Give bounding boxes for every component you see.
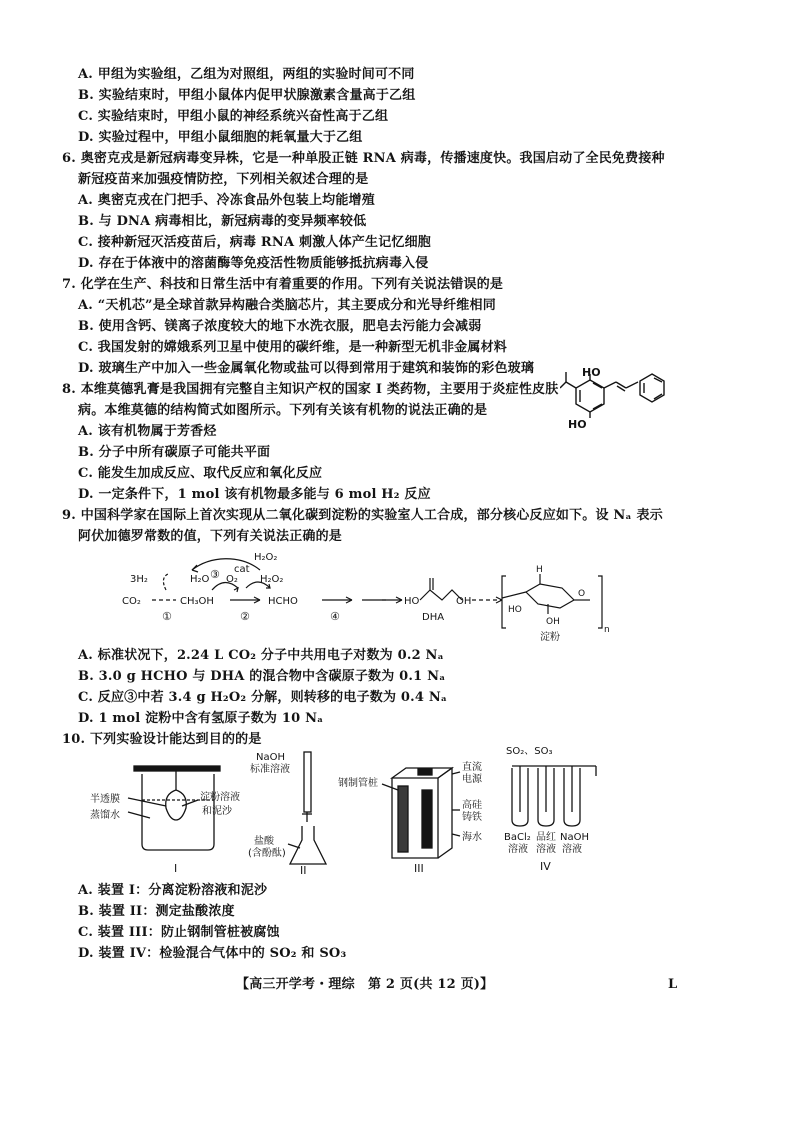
scheme-step2: ② xyxy=(240,610,250,623)
scheme-hcho: HCHO xyxy=(268,596,298,607)
starch-oh: OH xyxy=(546,617,560,627)
q6-option-b[interactable]: B. 与 DNA 病毒相比，新冠病毒的变异频率较低 xyxy=(78,214,367,229)
apparatus-3 xyxy=(338,760,500,876)
app1-solution: 淀粉溶液 xyxy=(200,792,240,803)
app4-gas: SO₂、SO₃ xyxy=(506,746,553,757)
app3-si: 高硅 xyxy=(462,800,482,811)
starch-h: H xyxy=(536,565,543,575)
q9-option-a[interactable]: A. 标准状况下，2.24 L CO₂ 分子中共用电子对数为 0.2 Nₐ xyxy=(78,648,444,663)
app4-t1a: BaCl₂ xyxy=(504,832,531,843)
app2-roman: II xyxy=(300,864,307,877)
q10-option-b[interactable]: B. 装置 II：测定盐酸浓度 xyxy=(78,904,235,919)
scheme-dha-label: DHA xyxy=(422,612,445,623)
starch-ho: HO xyxy=(508,605,522,615)
scheme-ch3oh: CH₃OH xyxy=(180,596,214,607)
q7-option-a[interactable]: A. “天机芯”是全球首款异构融合类脑芯片，其主要成分和光导纤维相同 xyxy=(78,298,496,313)
q8-option-a[interactable]: A. 该有机物属于芳香烃 xyxy=(78,424,217,439)
starch-ring xyxy=(526,584,574,608)
q8-option-b[interactable]: B. 分子中所有碳原子可能共平面 xyxy=(78,445,271,460)
scheme-step1: ① xyxy=(162,610,172,623)
scheme-step4: ④ xyxy=(330,610,340,623)
q7-option-c[interactable]: C. 我国发射的嫦娥系列卫星中使用的碳纤维，是一种新型无机非金属材料 xyxy=(78,340,507,355)
q5-option-a[interactable]: A. 甲组为实验组，乙组为对照组，两组的实验时间可不同 xyxy=(78,67,415,82)
scheme-co2: CO₂ xyxy=(122,596,141,607)
app1-sand: 和泥沙 xyxy=(202,806,232,817)
app2-ind: (含酚酞) xyxy=(248,848,286,859)
q9-stem-line1: 9. 中国科学家在国际上首次实现从二氧化碳到淀粉的实验室人工合成，部分核心反应如下。设 Nₐ 表示 xyxy=(62,508,663,523)
q10-option-d[interactable]: D. 装置 IV：检验混合气体中的 SO₂ 和 SO₃ xyxy=(78,946,347,961)
starch-label: 淀粉 xyxy=(540,632,560,643)
q6-stem-line1: 6. 奥密克戎是新冠病毒变异株，它是一种单股正链 RNA 病毒，传播速度快。我国启动了全民免费接种 xyxy=(62,151,665,166)
scheme-cat: cat xyxy=(234,564,250,575)
app1-membrane: 半透膜 xyxy=(90,794,120,805)
app2-hcl: 盐酸 xyxy=(254,836,274,847)
struct-oh-bottom: HO xyxy=(568,418,587,431)
app3-pile: 钢制管桩 xyxy=(338,778,378,789)
q6-option-d[interactable]: D. 存在于体液中的溶菌酶等免疫活性物质能够抵抗病毒入侵 xyxy=(78,256,429,271)
scheme-o2: O₂ xyxy=(226,574,238,585)
footer-mark: L xyxy=(668,977,678,992)
q6-option-c[interactable]: C. 接种新冠灭活疫苗后，病毒 RNA 刺激人体产生记忆细胞 xyxy=(78,235,431,250)
scheme-h2o2-top: H₂O₂ xyxy=(254,552,278,563)
q6-stem-line2: 新冠疫苗来加强疫情防控，下列相关叙述合理的是 xyxy=(78,172,369,187)
q8-option-c[interactable]: C. 能发生加成反应、取代反应和氧化反应 xyxy=(78,466,323,481)
q8-option-d[interactable]: D. 一定条件下，1 mol 该有机物最多能与 6 mol H₂ 反应 xyxy=(78,487,431,502)
app4-t3b: 溶液 xyxy=(562,844,582,855)
q6-option-a[interactable]: A. 奥密克戎在门把手、冷冻食品外包装上均能增殖 xyxy=(78,193,375,208)
step3-arc xyxy=(192,559,260,570)
conical-flask xyxy=(290,826,326,864)
app4-t2a: 品红 xyxy=(536,832,556,843)
starch-o: O xyxy=(578,589,586,599)
q10-option-c[interactable]: C. 装置 III：防止钢制管桩被腐蚀 xyxy=(78,925,280,940)
q10-option-a[interactable]: A. 装置 I：分离淀粉溶液和泥沙 xyxy=(78,883,268,898)
burette xyxy=(304,752,311,812)
apparatus-1 xyxy=(90,752,240,880)
q7-option-b[interactable]: B. 使用含钙、镁离子浓度较大的地下水洗衣服，肥皂去污能力会减弱 xyxy=(78,319,482,334)
app4-t1b: 溶液 xyxy=(508,844,528,855)
apparatus-4 xyxy=(500,740,630,874)
app3-sea: 海水 xyxy=(462,832,482,843)
app1-water: 蒸馏水 xyxy=(90,810,120,821)
scheme-dha-ho: HO xyxy=(404,596,420,607)
app3-roman: III xyxy=(414,862,424,875)
app4-roman: IV xyxy=(540,860,551,873)
app4-t3a: NaOH xyxy=(560,832,589,843)
benvitimod-structure xyxy=(560,368,692,436)
app3-dc: 直流 xyxy=(462,762,482,773)
app2-std: 标准溶液 xyxy=(250,764,290,775)
scheme-3h2: 3H₂ xyxy=(130,574,148,585)
scheme-h2o: H₂O xyxy=(190,574,210,585)
app3-iron: 铸铁 xyxy=(462,812,482,823)
scheme-h2o2-step2: H₂O₂ xyxy=(260,574,284,585)
q9-option-c[interactable]: C. 反应③中若 3.4 g H₂O₂ 分解，则转移的电子数为 0.4 Nₐ xyxy=(78,690,448,705)
q5-option-d[interactable]: D. 实验过程中，甲组小鼠细胞的耗氧量大于乙组 xyxy=(78,130,363,145)
q9-option-d[interactable]: D. 1 mol 淀粉中含有氢原子数为 10 Nₐ xyxy=(78,711,324,726)
scheme-dha-oh: OH xyxy=(456,596,472,607)
apparatus-2 xyxy=(246,748,336,878)
app1-roman: I xyxy=(174,862,178,875)
high-silicon-iron xyxy=(422,790,432,848)
app4-t2b: 溶液 xyxy=(536,844,556,855)
struct-oh-top: HO xyxy=(582,368,601,379)
app2-naoh: NaOH xyxy=(256,752,285,763)
page-footer: 【高三开学考・理综 第 2 页(共 12 页)】 xyxy=(236,977,494,992)
q7-option-d[interactable]: D. 玻璃生产中加入一些金属氧化物或盐可以得到常用于建筑和装饰的彩色玻璃 xyxy=(78,361,535,376)
q5-option-c[interactable]: C. 实验结束时，甲组小鼠的神经系统兴奋性高于乙组 xyxy=(78,109,389,124)
q8-stem-line1: 8. 本维莫德乳膏是我国拥有完整自主知识产权的国家 I 类药物，主要用于炎症性皮肤 xyxy=(62,382,559,397)
q8-stem-line2: 病。本维莫德的结构简式如图所示。下列有关该有机物的说法正确的是 xyxy=(78,403,488,418)
q7-stem: 7. 化学在生产、科技和日常生活中有着重要的作用。下列有关说法错误的是 xyxy=(62,277,504,292)
steel-pile xyxy=(398,786,408,852)
scheme-step3: ③ xyxy=(210,568,220,581)
beaker-lid xyxy=(134,766,220,771)
q10-stem: 10. 下列实验设计能达到目的的是 xyxy=(62,732,262,747)
app3-source: 电源 xyxy=(462,774,482,785)
starch-n: n xyxy=(604,625,610,635)
q5-option-b[interactable]: B. 实验结束时，甲组小鼠体内促甲状腺激素含量高于乙组 xyxy=(78,88,416,103)
q9-stem-line2: 阿伏加德罗常数的值，下列有关说法正确的是 xyxy=(78,529,343,544)
reaction-scheme xyxy=(110,548,630,644)
q9-option-b[interactable]: B. 3.0 g HCHO 与 DHA 的混合物中含碳原子数为 0.1 Nₐ xyxy=(78,669,446,684)
